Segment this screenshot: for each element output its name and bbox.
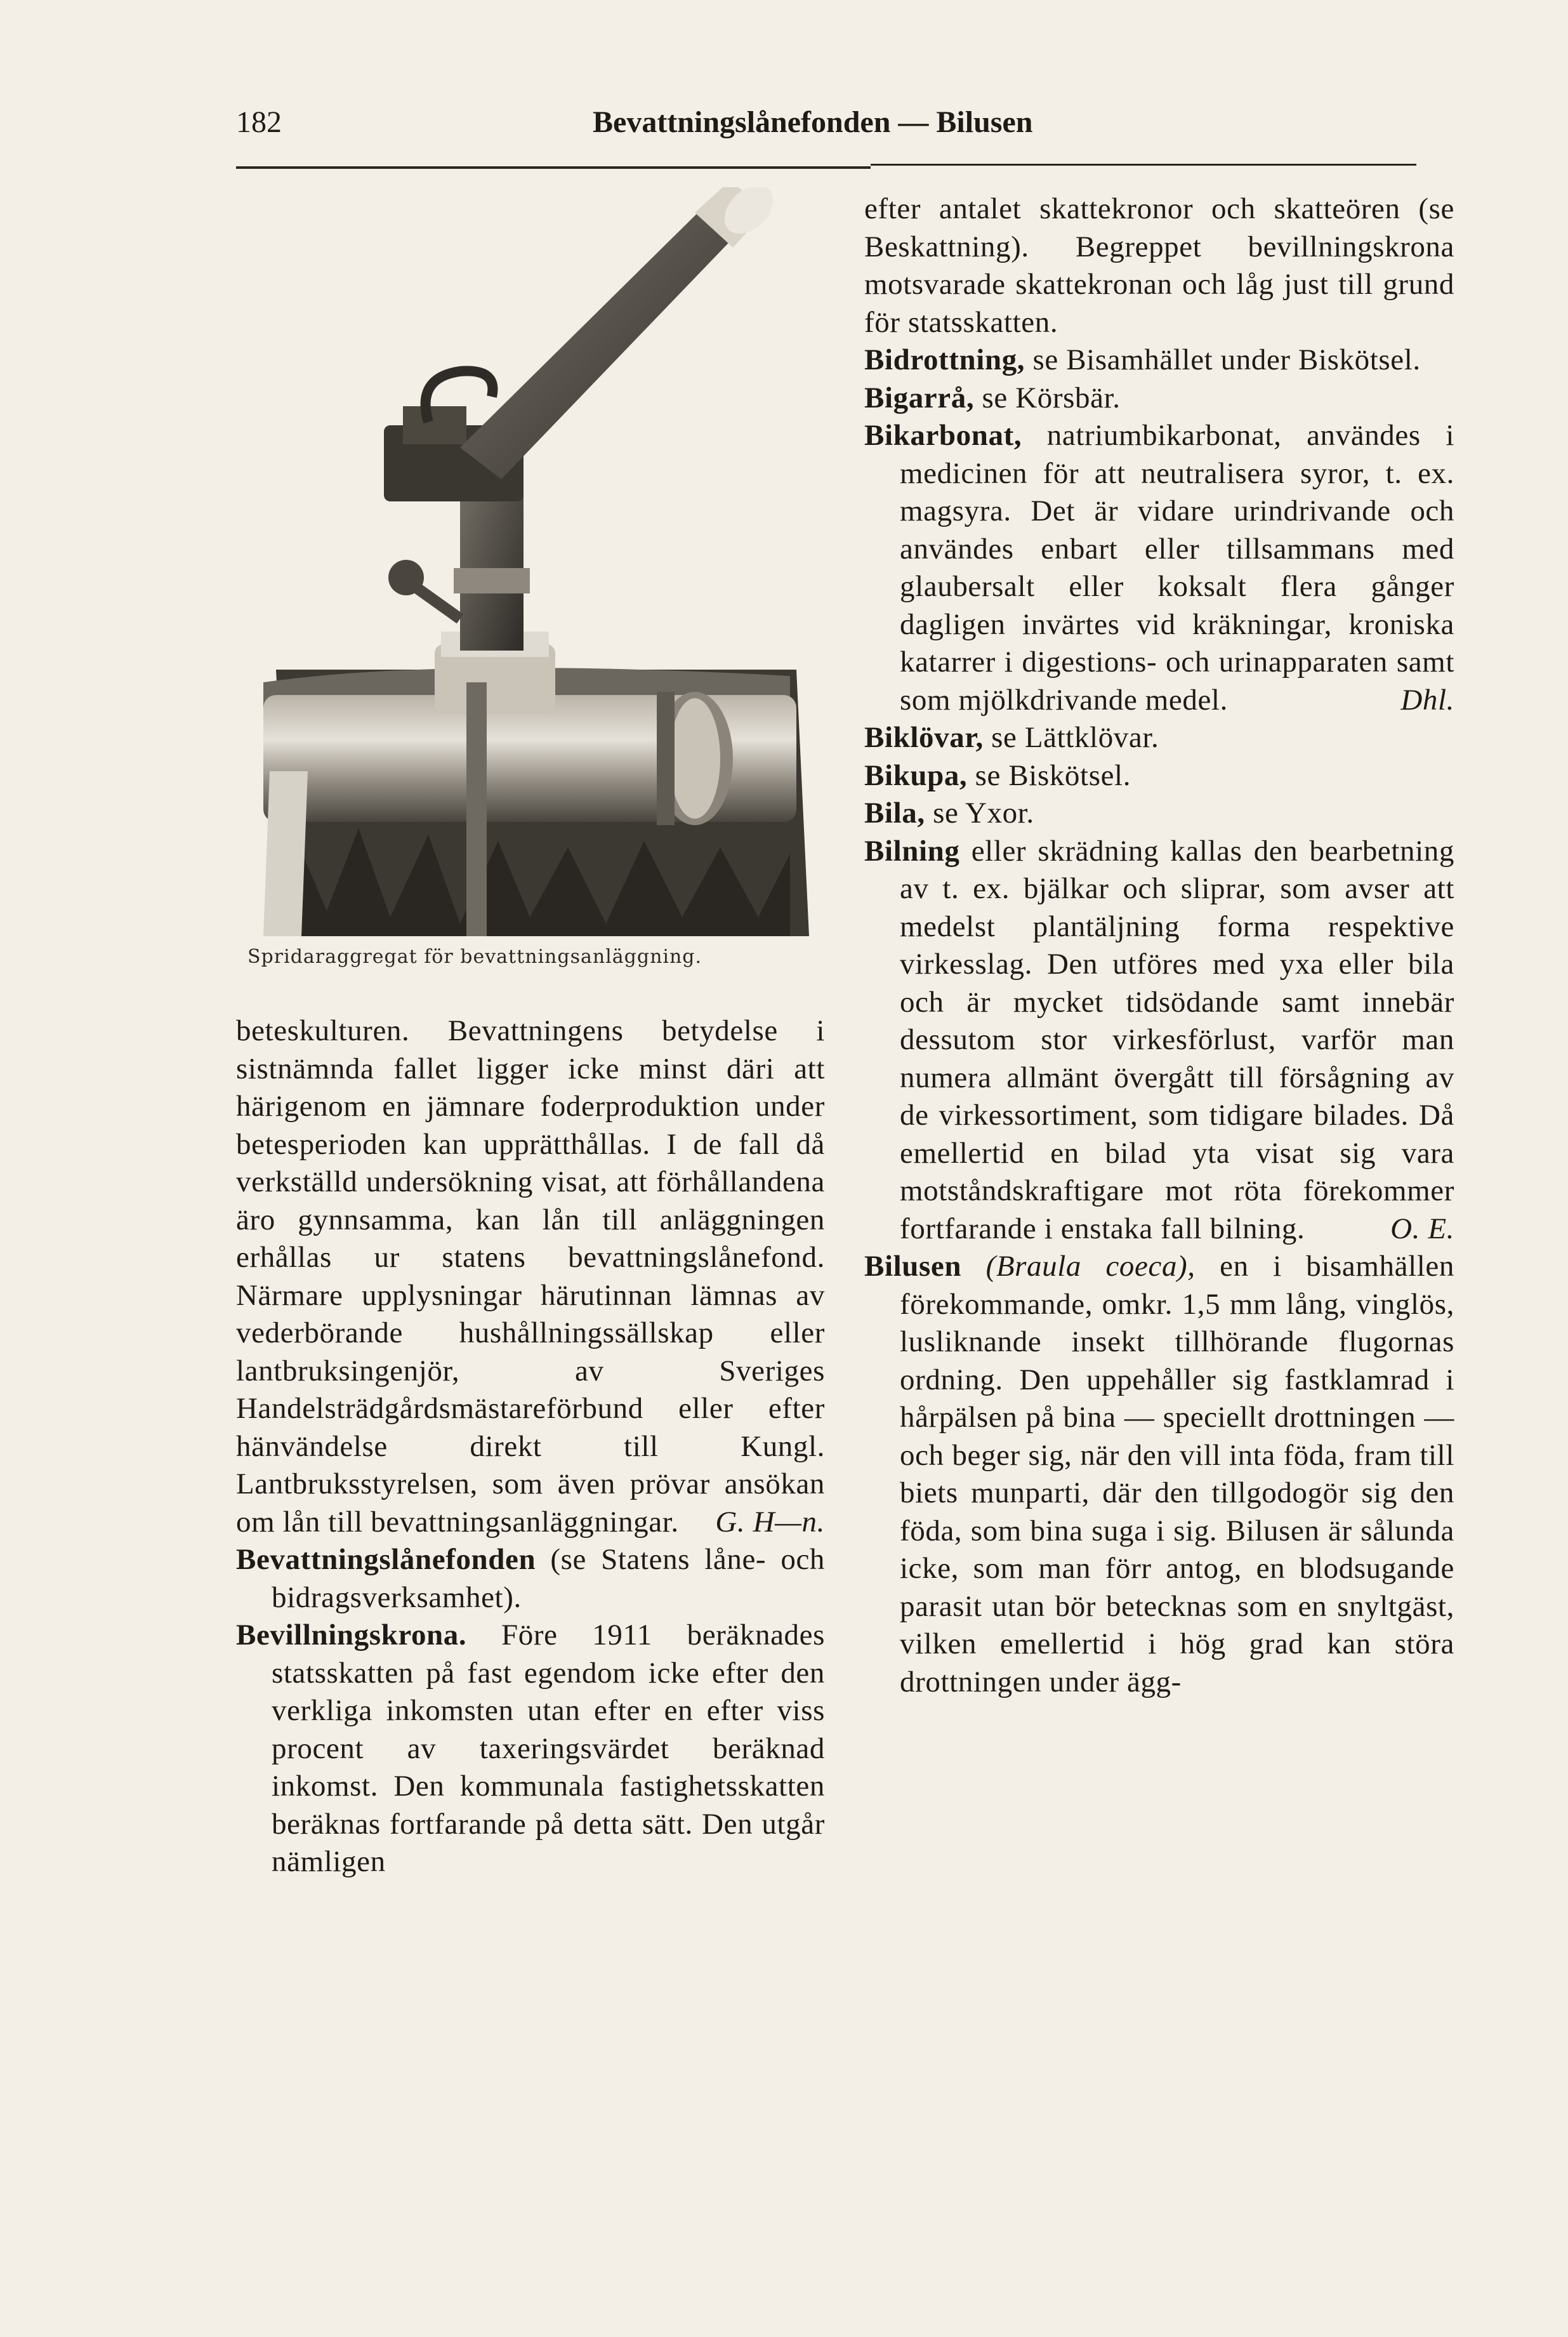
right-column	[864, 190, 1454, 1701]
header-rule	[236, 166, 871, 169]
entry-text: (se Statens låne- och bidragsverksamhet).	[272, 1543, 825, 1614]
entry-bigarra	[864, 380, 1454, 418]
latin-name: (Braula coeca),	[985, 1250, 1196, 1283]
entry-bikupa	[864, 757, 1454, 795]
figure-caption: Spridaraggregat för bevattningsanläggning.	[247, 946, 702, 968]
headword: Biklövar,	[864, 721, 984, 754]
header-rule-right	[871, 164, 1416, 166]
entry-text: Före 1911 beräknades statsskatten på fast egendom icke efter den verkliga inkomsten utan efter en efter viss procent av taxeringsvärdet beräknad inkomst. Den kommunala fastighetsskatten beräknas fortfarande på detta sätt. Den utgår nämligen	[272, 1619, 825, 1878]
paragraph	[236, 1012, 825, 1541]
headword: Bigarrå,	[864, 381, 975, 414]
entry-text: se Lättklövar.	[983, 721, 1159, 754]
page-number: 182	[236, 105, 282, 139]
entry-bidrottning	[864, 341, 1454, 380]
running-head: Bevattningslånefonden — Bilusen	[593, 105, 1033, 139]
headword: Bilusen	[864, 1250, 962, 1283]
headword: Bikupa,	[864, 758, 968, 792]
headword: Bidrottning,	[864, 343, 1025, 376]
headword: Bikarbonat,	[864, 419, 1022, 452]
entry-bikarbonat	[864, 417, 1454, 719]
paragraph-text: beteskulturen. Bevattningens betydelse i sistnämnda fallet ligger icke minst däri att härigenom en jämnare foderproduktion under betesperioden kan upprätthållas. I de fall då verkställd undersökning visat, att förhållandena äro gynnsamma, kan lån till anläggningen erhållas ur statens bevattningslånefond. Närmare upplysningar härutinnan lämnas av vederbörande hushållningssällskap eller lantbruksingenjör, av Sveriges Handelsträdgårdsmästareförbund eller efter hänvändelse direkt till Kungl. Lantbruksstyrelsen, som även prövar ansökan om lån till bevattningsanläggningar.	[236, 1014, 825, 1539]
entry-bila	[864, 795, 1454, 833]
headword: Bevillningskrona.	[236, 1619, 467, 1652]
left-column	[236, 1012, 825, 1881]
entry-bevillningskrona	[236, 1617, 825, 1881]
author-signature: G. H—n.	[715, 1505, 825, 1539]
entry-text: se Bisamhället under Biskötsel.	[1025, 343, 1421, 376]
entry-text: se Yxor.	[925, 797, 1034, 830]
headword: Bila,	[864, 797, 925, 830]
entry-bilusen	[864, 1248, 1454, 1701]
entry-bilning	[864, 833, 1454, 1248]
page-header	[236, 105, 1416, 149]
sprinkler-photo	[251, 187, 809, 936]
author-signature: O. E.	[1390, 1212, 1454, 1245]
headword: Bevattningslånefonden	[236, 1543, 536, 1576]
author-signature: Dhl.	[1400, 683, 1454, 717]
headword: Bilning	[864, 834, 960, 868]
continued-paragraph: efter antalet skattekronor och skatteören (se Beskattning). Begreppet bevillningskrona motsvarade skattekronan och låg just till grund för statsskatten.	[864, 192, 1454, 339]
entry-text: eller skrädning kallas den bearbetning av t. ex. bjälkar och sliprar, som avser att medelst plantäljning forma respektive virkesslag. Den utföres med yxa eller bila och är mycket tidsödande samt innebär dessutom stor virkesförlust, varför man numera allmänt övergått till försågning av de virkessortiment, som tidigare bilades. Då emellertid en bilad yta visat sig vara motståndskraftigare mot röta förekommer fortfarande i enstaka fall bilning.	[900, 834, 1454, 1245]
entry-text: se Biskötsel.	[967, 758, 1131, 792]
entry-text: en i bisamhällen förekommande, omkr. 1,5 mm lång, vinglös, lusliknande insekt tillhörande flugornas ordning. Den uppehåller sig fastklamrad i hårpälsen på bina — speciellt drottningen — och beger sig, när den vill inta föda, fram till biets munparti, där den tillgodogör sig den föda, som bina suga i sig. Bilusen är sålunda icke, som man förr antog, en blodsugande parasit utan bör betecknas som en snyltgäst, vilken emellertid i hög grad kan störa drottningen under ägg-	[900, 1250, 1454, 1698]
entry-bevattningslanefonden	[236, 1541, 825, 1617]
entry-text: natriumbikarbonat, användes i medicinen för att neutralisera syror, t. ex. magsyra. Det är vidare urindrivande och användes enbart eller tillsammans med glaubersalt eller koksalt flera gånger dagligen invärtes vid kräkningar, kroniska katarrer i digestions- och urinapparaten samt som mjölkdrivande medel.	[900, 419, 1454, 717]
entry-text: se Körsbär.	[974, 381, 1121, 414]
entry-biklovar	[864, 719, 1454, 757]
